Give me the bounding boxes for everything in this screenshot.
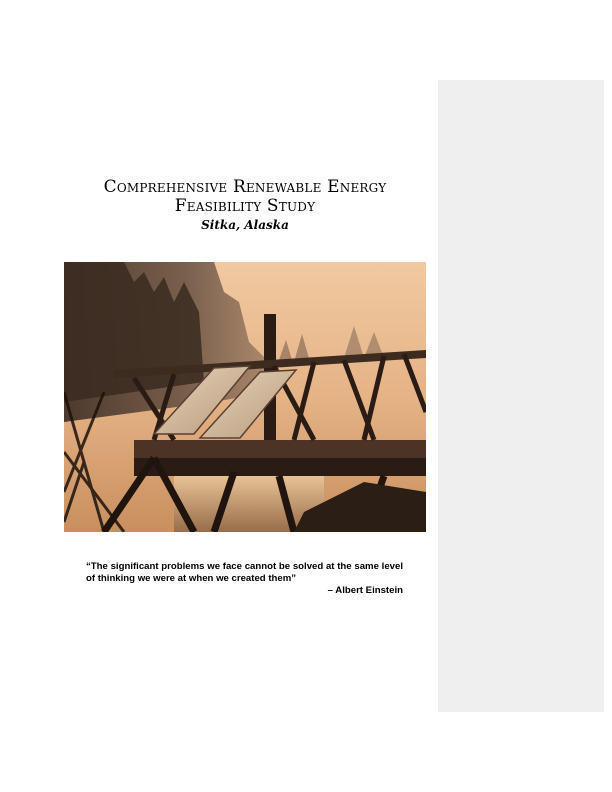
quote-block	[86, 561, 403, 597]
sidebar-panel	[438, 80, 604, 712]
cover-photo	[64, 262, 426, 532]
page-title-line-2: Feasibility Study	[174, 196, 316, 216]
quote-author: – Albert Einstein	[327, 585, 403, 596]
quote-text: “The significant problems we face cannot be solved at the same level of thinking we were at when we created them”	[86, 561, 403, 584]
page-subtitle: Sitka, Alaska	[201, 218, 289, 232]
page-title-line-1: Comprehensive Renewable Energy	[103, 177, 387, 197]
title-block	[64, 178, 426, 233]
